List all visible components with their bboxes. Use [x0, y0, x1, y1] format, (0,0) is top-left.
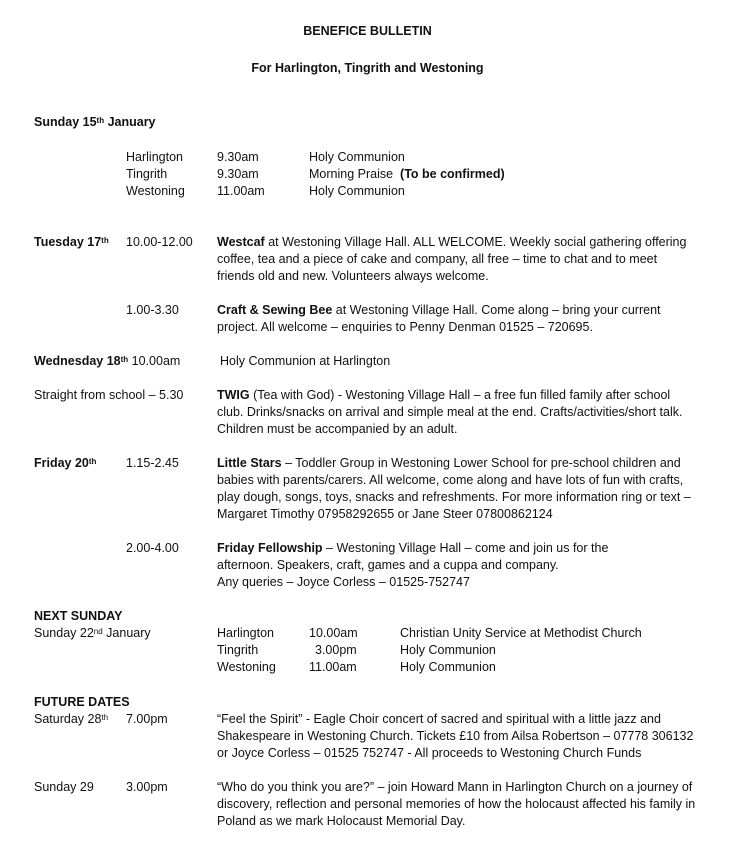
twig-description: TWIG (Tea with God) - Westoning Village Hall – a free fun filled family after school club. Drinks/snacks on arrival and simple meal at the end. Crafts/activities/short talk. Children must be accompanied by an adult.	[217, 388, 683, 436]
future-dates-heading: FUTURE DATES	[34, 695, 130, 709]
service-place: Tingrith	[126, 167, 168, 181]
future-sat-description: “Feel the Spirit” - Eagle Choir concert of sacred and spiritual with a little jazz and Shakespeare in Westoning Church. Tickets £10 from Ailsa Robertson – 07778 306132 or Joyce Corless – 01525 752747 - All proceeds to Westoning Church Funds	[217, 712, 694, 760]
service-place: Harlington	[217, 626, 274, 640]
future-sun-date: Sunday 29	[34, 780, 94, 794]
fellowship-line3: Any queries – Joyce Corless – 01525-752747	[217, 575, 470, 589]
service-note: (To be confirmed)	[400, 167, 505, 181]
wednesday-day: Wednesday 18th 10.00am	[34, 354, 181, 368]
stars-description: Little Stars – Toddler Group in Westoning Lower School for pre-school children and babies with parents/carers. All welcome, come along and have lots of fun with crafts, play dough, songs, toys, snacks and refreshments. For more information ring or text – Margaret Timothy 07958292655 or Jane Steer 07800862124	[217, 456, 691, 521]
service-name: Christian Unity Service at Methodist Church	[400, 626, 642, 640]
fellowship-line1: Friday Fellowship – Westoning Village Hall – come and join us for the	[217, 541, 609, 555]
stars-time: 1.15-2.45	[126, 456, 179, 470]
next-sunday-date: Sunday 22nd January	[34, 626, 151, 640]
westcaf-time: 10.00-12.00	[126, 235, 193, 249]
service-place: Westoning	[217, 660, 276, 674]
tuesday-day: Tuesday 17th	[34, 235, 109, 249]
service-time: 9.30am	[217, 150, 259, 164]
bulletin-title: BENEFICE BULLETIN	[303, 24, 432, 38]
craft-description: Craft & Sewing Bee at Westoning Village Hall. Come along – bring your current project. All welcome – enquiries to Penny Denman 01525 – 720695.	[217, 303, 661, 334]
next-sunday-heading: NEXT SUNDAY	[34, 609, 123, 623]
twig-time: Straight from school – 5.30	[34, 388, 184, 402]
bulletin-subtitle: For Harlington, Tingrith and Westoning	[251, 61, 484, 75]
service-place: Westoning	[126, 184, 185, 198]
friday-day: Friday 20th	[34, 456, 97, 470]
service-time: 10.00am	[309, 626, 358, 640]
future-sun-time: 3.00pm	[126, 780, 168, 794]
service-name: Morning Praise (To be confirmed)	[309, 167, 505, 181]
service-time: 11.00am	[309, 660, 357, 674]
service-time: 9.30am	[217, 167, 259, 181]
future-sat-date: Saturday 28th	[34, 712, 109, 726]
service-time: 11.00am	[217, 184, 265, 198]
service-name: Holy Communion	[400, 643, 496, 657]
future-sat-time: 7.00pm	[126, 712, 168, 726]
service-name: Holy Communion	[309, 184, 405, 198]
service-place: Tingrith	[217, 643, 259, 657]
craft-time: 1.00-3.30	[126, 303, 179, 317]
service-name: Holy Communion	[400, 660, 496, 674]
service-place: Harlington	[126, 150, 183, 164]
fellowship-line2: afternoon. Speakers, craft, games and a cuppa and company.	[217, 558, 559, 572]
service-name: Holy Communion	[309, 150, 405, 164]
fellowship-time: 2.00-4.00	[126, 541, 179, 555]
wednesday-service: Holy Communion at Harlington	[220, 354, 391, 368]
future-sun-description: “Who do you think you are?” – join Howard Mann in Harlington Church on a journey of discovery, reflection and personal memories of how the holocaust affected his family in Poland as we mark Holocaust Memorial Day.	[217, 780, 696, 828]
service-time: 3.00pm	[315, 643, 357, 657]
sunday15-heading: Sunday 15th January	[34, 115, 156, 129]
westcaf-description: Westcaf at Westoning Village Hall. ALL WELCOME. Weekly social gathering offering coffee, tea and a piece of cake and company, all free – time to chat and to meet friends old and new. Volunteers always welcome.	[217, 235, 687, 283]
